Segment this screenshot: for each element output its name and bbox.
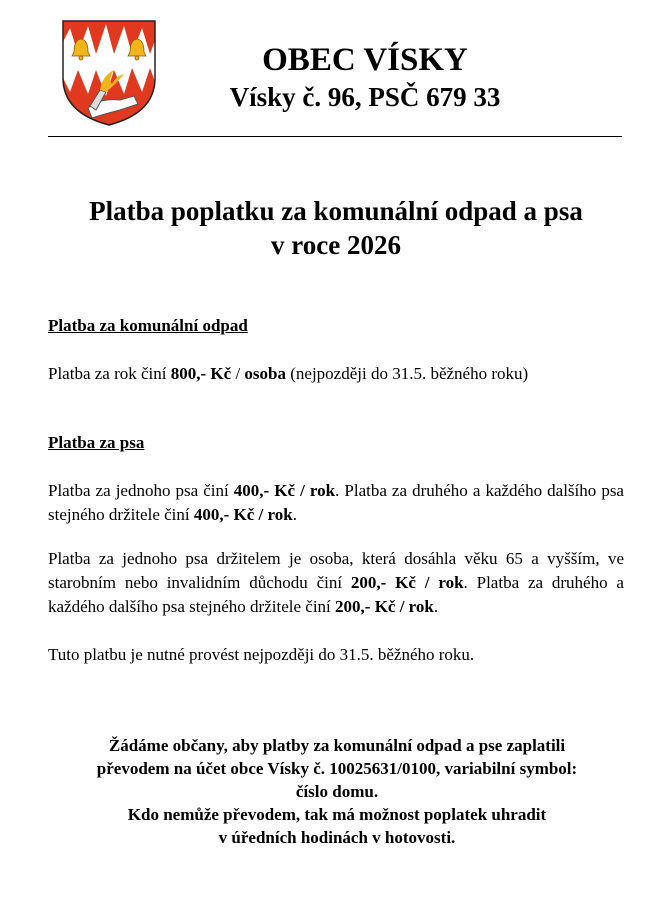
text: .	[433, 597, 439, 616]
dog-deadline-text: Tuto platbu je nutné provést nejpozději do 31.5. běžného roku.	[48, 645, 475, 664]
waste-heading: Platba za komunální odpad	[48, 316, 248, 335]
notice-line: v úředních hodinách v hotovosti.	[218, 828, 456, 847]
municipality-address: Vísky č. 96, PSČ 679 33	[229, 82, 501, 112]
text: .	[292, 505, 297, 524]
text: /	[231, 364, 245, 383]
document-title-line: Platba poplatku za komunální odpad a psa	[89, 196, 583, 226]
amount: 400,- Kč / rok	[233, 481, 336, 500]
amount: 200,- Kč / rok	[335, 597, 434, 616]
notice-line: Žádáme občany, aby platby za komunální odpad a pse zaplatili	[108, 736, 566, 755]
waste-payment-text	[48, 362, 624, 386]
amount: 800,- Kč	[170, 364, 232, 383]
dog-payment-paragraph	[48, 479, 624, 527]
header-divider	[48, 136, 622, 137]
document-title	[40, 194, 632, 262]
document-title-line: v roce 2026	[271, 230, 401, 260]
text: . Platba za druhého a každého dalšího psa stejného držitele činí	[48, 573, 624, 616]
text: (nejpozději do 31.5. běžného roku)	[286, 364, 529, 383]
amount-unit: osoba	[244, 364, 286, 383]
dog-senior-paragraph	[48, 547, 624, 619]
text: Platba za jednoho psa držitelem je osoba, která dosáhla věku 65 a vyšším, ve starobním nebo invalidním důchodu činí	[48, 549, 624, 592]
notice-line: převodem na účet obce Vísky č. 10025631/0100, variabilní symbol:	[96, 759, 578, 778]
notice-line: Kdo nemůže převodem, tak má možnost poplatek uhradit	[127, 805, 547, 824]
municipality-name: OBEC VÍSKY	[262, 42, 468, 78]
amount: 400,- Kč / rok	[193, 505, 293, 524]
amount: 200,- Kč / rok	[350, 573, 464, 592]
village-coat-of-arms	[60, 18, 158, 128]
text: . Platba za druhého a každého dalšího psa stejného držitele činí	[48, 481, 624, 524]
dog-heading: Platba za psa	[48, 433, 145, 452]
notice-line: číslo domu.	[295, 782, 379, 801]
payment-notice	[30, 734, 644, 849]
text: Platba za jednoho psa činí	[48, 481, 234, 500]
text: Platba za rok činí	[48, 364, 171, 383]
